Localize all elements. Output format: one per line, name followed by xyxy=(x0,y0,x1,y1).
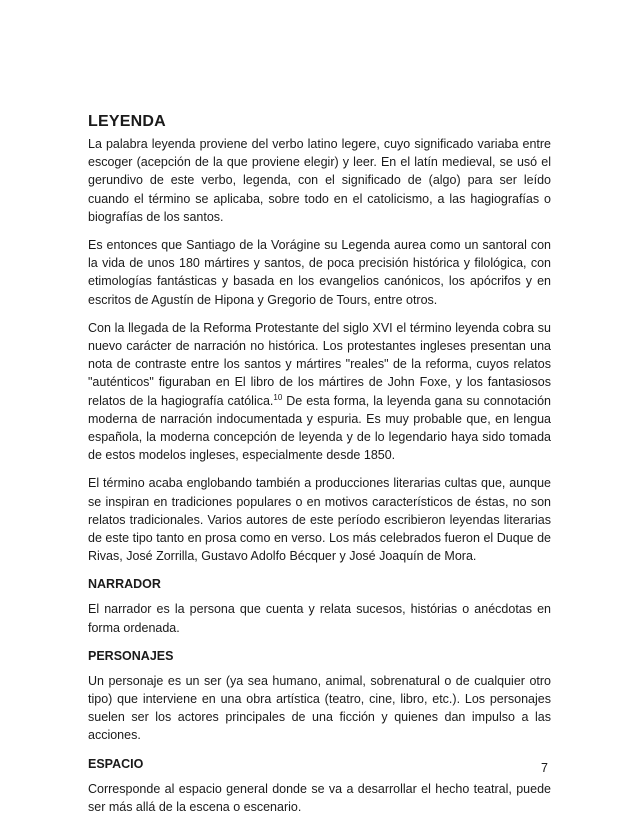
paragraph-leyenda-3-part-2: De esta forma, la leyenda gana su connotación moderna de narración indocumentada y espuria. Es muy probable que, en lengua española, la moderna concepción de leyenda y de lo legendario haya sido tomada de estos modelos ingleses, especialmente desde 1850. xyxy=(88,393,551,463)
section-heading-espacio: ESPACIO xyxy=(88,756,144,771)
paragraph-leyenda-3 xyxy=(88,319,551,465)
paragraph-leyenda-1: La palabra leyenda proviene del verbo latino legere, cuyo significado variaba entre escoger (acepción de la que proviene elegir) y leer. En el latín medieval, se usó el gerundivo de este verbo, legenda, con el significado de (algo) para ser leído cuando el término se aplicaba, sobre todo en el catolicismo, a las hagiografías o biografías de los santos. xyxy=(88,137,551,224)
paragraph-leyenda-2: Es entonces que Santiago de la Vorágine su Legenda aurea como un santoral con la vida de unos 180 mártires y santos, de poca precisión histórica y filológica, con etimologías fantásticas y basada en los evangelios canónicos, los apócrifos y en escritos de Agustín de Hipona y Gregorio de Tours, entre otros. xyxy=(88,238,551,307)
document-page xyxy=(88,112,551,826)
paragraph-leyenda-3-part-1: Con la llegada de la Reforma Protestante del siglo XVI el término leyenda cobra su nuevo carácter de narración no histórica. Los protestantes ingleses presentan una nota de contraste entre los santos y mártires "reales" de la reforma, cuyos relatos "auténticos" figuraban en El libro de los mártires de John Foxe, y los fantasiosos relatos de la hagiografía católica. xyxy=(88,320,551,408)
paragraph-narrador: El narrador es la persona que cuenta y relata sucesos, histórias o anécdotas en forma ordenada. xyxy=(88,602,551,635)
paragraph-personajes: Un personaje es un ser (ya sea humano, animal, sobrenatural o de cualquier otro tipo) que interviene en una obra artística (teatro, cine, libro, etc.). Los personajes suelen ser los actores principales de una ficción y quienes dan impulso a las acciones. xyxy=(88,673,551,743)
section-heading-personajes: PERSONAJES xyxy=(88,648,174,663)
paragraph-leyenda-4: El término acaba englobando también a producciones literarias cultas que, aunque se inspiran en tradiciones populares o en motivos característicos de éstas, no son relatos tradicionales. Varios autores de este período escribieron leyendas literarias de este tipo tanto en prosa como en verso. Los más celebrados fueron el Duque de Rivas, José Zorrilla, Gustavo Adolfo Bécquer y José Joaquín de Mora. xyxy=(88,476,551,564)
footnote-reference: 10 xyxy=(273,392,283,402)
page-number: 7 xyxy=(541,761,548,775)
section-heading-leyenda: LEYENDA xyxy=(88,113,166,130)
section-heading-narrador: NARRADOR xyxy=(88,577,161,592)
paragraph-espacio: Corresponde al espacio general donde se va a desarrollar el hecho teatral, puede ser más allá de la escena o escenario. xyxy=(88,781,551,814)
